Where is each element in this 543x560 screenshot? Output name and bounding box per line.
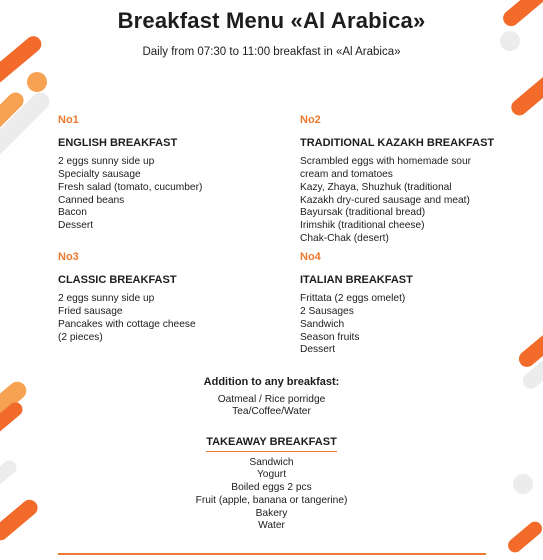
- menu-item: Specialty sausage: [58, 169, 141, 181]
- menu-item: 2 eggs sunny side up: [58, 293, 155, 305]
- menu-item: Bayursak (traditional bread): [300, 207, 426, 219]
- bottom-divider: [58, 553, 486, 555]
- menu-item: Dessert: [58, 219, 94, 231]
- menu-number: No1: [58, 114, 79, 126]
- menu-classic: [58, 251, 196, 344]
- menu-italian: [300, 251, 413, 357]
- menu-heading: TRADITIONAL KAZAKH BREAKFAST: [300, 136, 495, 149]
- menu-kazakh: [300, 114, 494, 245]
- addition-section: [0, 376, 543, 419]
- menu-item: Fresh salad (tomato, cucumber): [58, 181, 203, 193]
- page-subtitle: Daily from 07:30 to 11:00 breakfast in «Al Arabica»: [142, 46, 401, 58]
- menu-english: [58, 114, 202, 233]
- menu-number: No3: [58, 251, 79, 263]
- takeaway-item: Water: [258, 520, 285, 532]
- menu-item: Chak-Chak (desert): [300, 232, 389, 244]
- menu-item: Frittata (2 eggs omelet): [300, 293, 406, 305]
- menu-heading: ENGLISH BREAKFAST: [58, 136, 178, 149]
- menu-heading: ITALIAN BREAKFAST: [300, 273, 413, 286]
- takeaway-item: Boiled eggs 2 pcs: [231, 482, 312, 494]
- menu-number: No2: [300, 114, 321, 126]
- decor-dot: [27, 72, 47, 92]
- takeaway-section: [0, 436, 543, 533]
- menu-item: Dessert: [300, 344, 336, 356]
- menu-item: Season fruits: [300, 331, 360, 343]
- menu-item: Canned beans: [58, 194, 125, 206]
- menu-item: Pancakes with cottage cheese: [58, 318, 196, 330]
- addition-heading: Addition to any breakfast:: [203, 376, 340, 388]
- takeaway-item: Sandwich: [249, 456, 294, 468]
- takeaway-item: Fruit (apple, banana or tangerine): [195, 494, 348, 506]
- menu-item: Scrambled eggs with homemade sour: [300, 156, 472, 168]
- takeaway-item: Yogurt: [256, 469, 287, 481]
- menu-item: Kazy, Zhaya, Shuzhuk (traditional: [300, 181, 452, 193]
- menu-item: Sandwich: [300, 318, 345, 330]
- menu-number: No4: [300, 251, 321, 263]
- page-title: Breakfast Menu «Al Arabica»: [117, 8, 426, 33]
- addition-item: Oatmeal / Rice porridge: [217, 393, 326, 405]
- menu-item: Kazakh dry-cured sausage and meat): [300, 194, 470, 206]
- addition-item: Tea/Coffee/Water: [232, 406, 311, 418]
- menu-item: Bacon: [58, 207, 87, 219]
- menu-item: Irimshik (traditional cheese): [300, 219, 425, 231]
- menu-item: cream and tomatoes: [300, 169, 393, 181]
- menu-item: (2 pieces): [58, 331, 103, 343]
- decor-stripe: [508, 61, 543, 118]
- menu-heading: CLASSIC BREAKFAST: [58, 273, 177, 286]
- menu-item: Fried sausage: [58, 306, 123, 318]
- takeaway-item: Bakery: [255, 507, 288, 519]
- menu-item: 2 Sausages: [300, 306, 354, 318]
- menu-item: 2 eggs sunny side up: [58, 156, 155, 168]
- takeaway-heading: TAKEAWAY BREAKFAST: [206, 436, 337, 452]
